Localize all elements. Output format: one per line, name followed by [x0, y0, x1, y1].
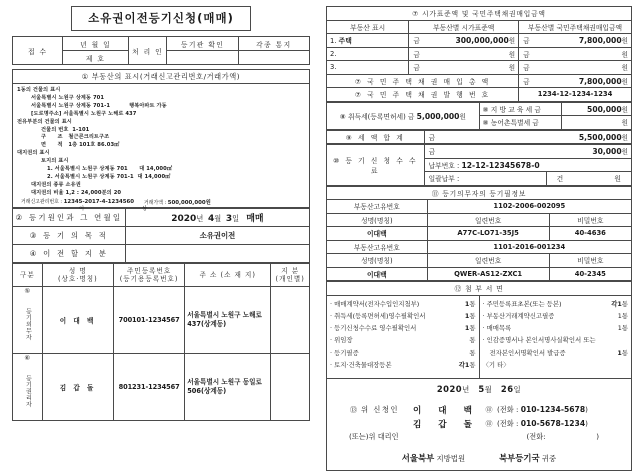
section11-body — [327, 200, 632, 281]
section11-header: ⑪ 등기의무자의 등기필정보 — [327, 186, 632, 200]
serial-label: 일련번호 — [427, 254, 549, 268]
education-tax-value-cell[interactable] — [561, 102, 631, 116]
footer-year: 2020 — [436, 383, 463, 394]
attachment-quantity: 1통 — [464, 311, 476, 320]
applicant-marker: ⑬ — [350, 405, 357, 414]
tax-total-won: 원 — [621, 133, 628, 142]
applicant-label: 위 신청인 — [361, 405, 399, 414]
office-suffix: 귀중 — [541, 453, 557, 463]
person-marker: ⑥ — [24, 354, 31, 362]
phone-number: 010-1234-5678 — [520, 404, 586, 414]
standard-geum: 금 — [413, 64, 420, 73]
person-division-cell — [13, 354, 43, 421]
property-description-box — [12, 84, 310, 212]
end-mark-2: 상 — [142, 205, 148, 212]
bond-total-geum: 금 — [523, 77, 530, 86]
property-label-cell — [327, 47, 409, 61]
tax-total-value-cell[interactable] — [424, 130, 631, 144]
property-line: 1. 서울특별시 노원구 상계동 701 대 14,000㎡ — [47, 166, 173, 173]
cause-year: 2020 — [171, 214, 197, 224]
person-share[interactable] — [271, 287, 310, 354]
court-suffix: 지방법원 — [436, 453, 466, 463]
header-name-main: 성 명 — [68, 266, 87, 275]
header-id-main: 주민등록번호 — [126, 266, 172, 275]
applicant-signature-rows — [333, 404, 625, 430]
attachment-unit: 통 — [469, 348, 476, 357]
property-name: 주택 — [338, 37, 352, 46]
cause-month-unit: 월 — [214, 214, 222, 223]
person-table-body — [13, 287, 310, 421]
rural-tax-value-cell[interactable] — [561, 116, 631, 130]
acquisition-tax-won: 원 — [459, 112, 466, 121]
bond-price-cell[interactable] — [519, 47, 632, 61]
applicant-row — [333, 418, 625, 430]
property-line: 서울특별시 노원구 상계동 701-1 행복아파트 가동 — [31, 102, 167, 109]
section7-col-0: 부동산 표시 — [327, 20, 409, 34]
bulk-amount-unit: 원 — [614, 175, 621, 184]
receipt-table — [12, 36, 310, 65]
header-share — [271, 264, 310, 287]
secret-label: 비밀번호 — [549, 254, 631, 268]
person-division-label: 등기의무자 — [24, 307, 32, 341]
header-division: 구분 — [13, 264, 43, 287]
secret-value[interactable]: 40-4636 — [549, 227, 631, 241]
rural-tax-won: 원 — [621, 119, 628, 128]
cause-purpose-share-table — [12, 208, 310, 263]
left-page — [0, 0, 320, 434]
attachment-quantity — [614, 310, 628, 322]
header-name — [42, 264, 113, 287]
section12-header: ⑫ 첨 부 서 면 — [327, 282, 632, 296]
deal-price-label: 거래가액 : — [144, 199, 167, 206]
person-marker: ⑤ — [24, 287, 31, 295]
rural-tax-label: ⑧ 농어촌특별세 금 — [479, 116, 561, 130]
serial-value[interactable]: QWER-AS12-ZXC1 — [427, 267, 549, 281]
bond-won: 원 — [621, 64, 628, 73]
deal-number-label: 거래신고관리번호 : — [21, 198, 62, 205]
cause-day-unit: 일 — [232, 214, 240, 223]
owner-name-value[interactable]: 이대백 — [327, 267, 428, 281]
unique-number-label: 부동산고유번호 — [327, 200, 428, 214]
phone-label: (전화 : — [497, 404, 519, 414]
attachment-name: 전자본인서명확인서 발급증 — [489, 348, 566, 357]
attachment-name: · 매매목록 — [482, 324, 512, 333]
header-address: 주 소 (소 재 지) — [185, 264, 271, 287]
education-tax-value: 500,000 — [587, 104, 622, 114]
property-line: 구 조 철근콘크리트구조 — [41, 134, 110, 141]
section10-table — [326, 144, 632, 186]
table-row — [327, 47, 632, 61]
attachment-unit: 통 — [621, 348, 628, 357]
property-index: 1. — [330, 37, 337, 46]
person-address[interactable]: 서울특별시 노원구 노해로 437(상계동) — [185, 287, 271, 354]
standard-geum: 금 — [413, 37, 420, 46]
header-share-sub: (개인별) — [275, 275, 305, 283]
attachment-item[interactable] — [483, 298, 629, 310]
attachment-item[interactable] — [483, 322, 629, 334]
agent-tel-close: ) — [596, 431, 599, 441]
section7-body — [327, 34, 632, 75]
attachment-item[interactable] — [330, 359, 476, 371]
cause-day: 3 — [225, 214, 233, 224]
various-notice-label: 각종 통지 — [238, 37, 309, 51]
bond-won: 원 — [621, 37, 628, 46]
serial-value[interactable]: A77C-LO71-35J5 — [427, 227, 549, 241]
deal-price-value: 500,000,000원 — [167, 199, 211, 206]
property-label-cell — [327, 34, 409, 48]
table-row — [327, 213, 632, 227]
secret-value[interactable]: 40-2345 — [549, 267, 631, 281]
attachment-etc-label: 〈기 타〉 — [482, 360, 510, 369]
attachment-name: · 주민등록표초본(또는 등본) — [482, 299, 562, 308]
person-share[interactable] — [271, 354, 310, 421]
standard-geum: 금 — [413, 50, 420, 59]
court-row — [333, 452, 625, 464]
fee-geum: 금 — [428, 148, 436, 157]
section8-table — [326, 102, 632, 130]
header-id-sub: (등기용등록번호) — [119, 275, 179, 283]
property-line: [도로명주소] 서울특별시 노원구 노해로 437 — [31, 110, 137, 117]
property-line: 2. 서울특별시 노원구 상계동 701-1 대 14,000㎡ — [47, 173, 171, 180]
standard-won: 원 — [508, 64, 516, 73]
section7-col-1: 부동산별 시가표준액 — [409, 20, 519, 34]
unique-number-value[interactable]: 1101-2016-001234 — [427, 240, 631, 254]
attachment-quantity: 1통 — [464, 324, 476, 333]
signature-footer — [326, 379, 632, 471]
property-line: 대지권의 비율 1,2 : 24,000분의 20 — [31, 189, 122, 196]
tax-total-label: ⑨ 세 액 합 계 — [327, 130, 425, 144]
owner-name-value[interactable]: 이대백 — [327, 227, 428, 241]
property-index: 3. — [330, 63, 337, 72]
bond-total-value: 7,800,000 — [578, 76, 622, 86]
attachment-unit: 1통 — [617, 311, 628, 320]
phone-close: ) — [585, 404, 588, 414]
bond-total-value-cell[interactable] — [519, 74, 632, 88]
person-table-header-row — [13, 264, 310, 287]
fee-amount-cell[interactable] — [424, 145, 631, 159]
unique-number-value[interactable]: 1102-2006-002095 — [427, 200, 631, 214]
phone-number: 010-5678-1234 — [520, 418, 586, 428]
attachment-quantity — [624, 334, 628, 346]
property-index: 2. — [330, 49, 337, 58]
footer-year-unit: 년 — [462, 384, 470, 394]
table-row — [327, 240, 632, 254]
person-name[interactable]: 이 대 백 — [42, 287, 113, 354]
table-row — [327, 267, 632, 281]
tax-total-geum: 금 — [428, 133, 436, 142]
attachment-item[interactable] — [330, 322, 476, 334]
person-division-label: 등기권리자 — [24, 374, 32, 408]
receipt-number-label: 제 호 — [63, 51, 128, 65]
agent-row[interactable] — [333, 432, 625, 442]
deal-number-group — [21, 198, 134, 206]
bond-total-label: ⑦ 국 민 주 택 채 권 매 입 총 액 — [327, 74, 519, 88]
bond-price-value: 7,800,000 — [578, 36, 622, 46]
phone-close: ) — [585, 418, 588, 428]
pay-number-cell[interactable] — [424, 158, 631, 172]
bond-price-cell[interactable] — [519, 34, 632, 48]
right-page — [320, 0, 640, 463]
attachment-quantity: 각1통 — [458, 360, 476, 369]
footer-day-unit: 일 — [513, 384, 522, 394]
attachment-name: · 등기신청수수료 영수필확인서 — [330, 324, 417, 333]
pay-number-label: 납부번호 : — [428, 161, 460, 170]
property-line: 대지권의 표시 — [17, 150, 50, 157]
person-address[interactable]: 서울특별시 노원구 동일로 506(상계동) — [185, 354, 271, 421]
property-line: 1동의 건물의 표시 — [17, 87, 61, 93]
attachment-name: · 토지·건축물대장등본 — [330, 360, 392, 369]
person-division-cell — [13, 287, 43, 354]
attachments-box — [326, 296, 632, 379]
attachment-item[interactable] — [483, 334, 629, 346]
attachment-item-continued[interactable] — [483, 347, 629, 359]
fee-value: 30,000 — [592, 147, 622, 157]
bond-total-won: 원 — [621, 77, 628, 86]
bulk-pay-label: 일괄납부 : — [424, 172, 546, 186]
secret-label: 비밀번호 — [549, 213, 631, 227]
acquisition-tax-cell[interactable] — [327, 102, 480, 129]
bulk-count-unit: 건 — [556, 175, 564, 184]
standard-price-cell[interactable] — [409, 47, 519, 61]
education-tax-label: ⑧ 지 방 교 육 세 금 — [479, 102, 561, 116]
property-label-cell — [327, 61, 409, 75]
bond-issue-label: ⑦ 국 민 주 택 채 권 발 행 번 호 — [327, 88, 519, 102]
owner-name-label: 성명(명칭) — [327, 254, 428, 268]
attachment-unit: 통 — [469, 336, 476, 345]
section7-table — [326, 6, 632, 102]
section2-value[interactable] — [125, 209, 309, 227]
person-name[interactable]: 김 갑 돌 — [42, 354, 113, 421]
section4-value[interactable] — [125, 245, 309, 263]
bond-price-cell[interactable] — [519, 61, 632, 75]
bulk-pay-units-cell[interactable] — [546, 172, 631, 186]
table-row — [327, 61, 632, 75]
attachment-quantity: 1통 — [617, 348, 628, 357]
header-id — [113, 264, 184, 287]
attachment-item[interactable] — [330, 310, 476, 322]
agent-tel-label: (전화: — [526, 431, 546, 441]
section9-table — [326, 130, 632, 145]
receipt-date-label: 년 월 일 — [63, 37, 128, 51]
standard-won: 원 — [508, 50, 516, 59]
applicant-name[interactable]: 이 대 백 — [413, 405, 479, 416]
attachment-unit: 통 — [469, 299, 476, 308]
bond-won: 원 — [621, 50, 628, 59]
footer-day: 26 — [500, 383, 514, 394]
attachment-quantity — [465, 334, 475, 346]
applicant-row — [333, 404, 625, 416]
attachment-name: · 취득세(등록면허세)영수필확인서 — [330, 311, 426, 320]
table-row — [327, 254, 632, 268]
serial-label: 일련번호 — [427, 213, 549, 227]
section11-table — [326, 186, 632, 282]
attachment-name: · 매매계약서(전자수입인지첨부) — [330, 299, 420, 308]
pay-number-value: 12-12-12345678-0 — [461, 160, 540, 170]
section1-header-table — [12, 69, 310, 84]
attachment-quantity — [465, 347, 475, 359]
standard-price-value: 300,000,000 — [455, 36, 509, 46]
cause-type: 매매 — [246, 214, 264, 224]
standard-won: 원 — [508, 37, 516, 46]
attachments-left-column — [327, 296, 480, 378]
section2-label: ② 등기원인과 그 연월일 — [13, 209, 126, 227]
agent-label: (또는)위 대리인 — [349, 431, 399, 441]
section12-header-table — [326, 281, 632, 296]
attachment-quantity: 1통 — [464, 299, 476, 308]
bond-issue-value[interactable]: 1234-12-1234-1234 — [519, 88, 632, 102]
applicant-phone[interactable] — [497, 419, 588, 429]
section4-label: ④ 이 전 할 지 분 — [13, 245, 126, 263]
section7-header: ⑦ 시가표준액 및 국민주택채권매입금액 — [327, 7, 632, 21]
section3-value[interactable]: 소유권이전 — [125, 227, 309, 245]
page-title: 소유권이전등기신청(매매) — [71, 6, 251, 31]
bond-geum: 금 — [523, 64, 530, 73]
tax-total-value: 5,500,000 — [578, 132, 622, 142]
attachment-unit: 통 — [469, 311, 476, 320]
acquisition-tax-value: 5,000,000 — [416, 111, 460, 121]
property-line: 서울특별시 노원구 상계동 701 — [31, 94, 105, 101]
section1-header: ① 부동산의 표시(거래신고관리번호/거래가액) — [13, 70, 310, 84]
title-container — [12, 6, 310, 31]
court-group — [402, 452, 465, 464]
agent-tel-group — [526, 432, 625, 442]
section3-label: ③ 등 기 의 목 적 — [13, 227, 126, 245]
property-line: 면 적 1층 101호 86.03㎡ — [41, 142, 120, 149]
various-notice-value[interactable] — [238, 51, 309, 65]
attachment-unit: 통 — [621, 299, 628, 308]
person-table — [12, 263, 310, 421]
applicant-name[interactable]: 김 갑 돌 — [413, 419, 479, 430]
acquisition-tax-label: ⑧ 취득세(등록면허세) 금 — [339, 112, 415, 121]
standard-price-cell[interactable] — [409, 34, 519, 48]
attachment-item[interactable] — [330, 334, 476, 346]
registrar-check-label: 등기관 확인 — [167, 37, 238, 51]
table-row — [327, 34, 632, 48]
attachment-item[interactable] — [330, 298, 476, 310]
header-share-main: 지 분 — [281, 266, 300, 275]
applicant-phone[interactable] — [497, 405, 588, 415]
fee-label: ⑩ 등 기 신 청 수 수 료 — [327, 145, 425, 186]
footer-month-unit: 월 — [484, 384, 493, 394]
deal-number-value: 12345-2017-4-1234560 — [63, 198, 135, 205]
section7-column-row — [327, 20, 632, 34]
cause-year-unit: 년 — [196, 214, 204, 223]
table-row — [13, 354, 310, 421]
deal-price-group — [144, 198, 211, 206]
header-name-sub: (상호·명칭) — [57, 275, 98, 283]
attachment-unit: 1통 — [617, 324, 628, 333]
fee-won: 원 — [621, 148, 628, 157]
education-tax-won: 원 — [621, 105, 628, 114]
attachment-unit: 통 — [469, 360, 476, 369]
property-line: 대지권의 종류 소유권 — [31, 181, 81, 188]
owner-name-label: 성명(명칭) — [327, 213, 428, 227]
registrar-check-value[interactable] — [167, 51, 238, 65]
attachment-name: · 인감증명서나 본인서명사실확인서 또는 — [482, 336, 596, 345]
attachment-item[interactable] — [330, 347, 476, 359]
seal-icon: ㊞ — [485, 405, 493, 414]
standard-price-cell[interactable] — [409, 61, 519, 75]
seal-icon: ㊞ — [485, 419, 493, 428]
receipt-handler-label: 처 리 인 — [128, 37, 167, 65]
table-row — [13, 287, 310, 354]
attachment-name: · 부동산거래계약신고필증 — [482, 311, 555, 320]
receipt-accept-label: 접 수 — [13, 37, 63, 65]
attachments-right-column — [480, 296, 632, 378]
attachment-quantity — [614, 322, 628, 334]
table-row — [327, 227, 632, 241]
bond-geum: 금 — [523, 50, 530, 59]
office-name: 북부등기국 — [499, 452, 540, 463]
court-name: 서울북부 — [401, 452, 435, 463]
property-line: 건물의 번호 1-101 — [41, 126, 90, 133]
end-mark-1: 이 — [79, 205, 85, 212]
footer-date — [333, 384, 625, 395]
attachment-quantity: 각1통 — [611, 299, 628, 308]
footer-month: 5 — [478, 383, 485, 394]
attachment-item[interactable] — [483, 310, 629, 322]
office-group — [499, 452, 556, 464]
cause-month: 4 — [207, 214, 215, 224]
attachment-name: · 위임장 — [330, 336, 353, 345]
table-row — [327, 200, 632, 214]
unique-number-label: 부동산고유번호 — [327, 240, 428, 254]
property-line: 토지의 표시 — [41, 158, 69, 165]
attachment-unit: 통 — [469, 324, 476, 333]
property-line: 전유부분의 건물의 표시 — [17, 118, 72, 125]
person-id-number[interactable]: 700101-1234567 — [113, 287, 184, 354]
section7-col-2: 부동산별 국민주택채권매입금액 — [519, 20, 632, 34]
person-id-number[interactable]: 801231-1234567 — [113, 354, 184, 421]
bond-geum: 금 — [523, 37, 530, 46]
property-lines — [17, 87, 305, 198]
attachment-name: · 등기필증 — [330, 348, 359, 357]
phone-label: (전화 : — [497, 418, 519, 428]
